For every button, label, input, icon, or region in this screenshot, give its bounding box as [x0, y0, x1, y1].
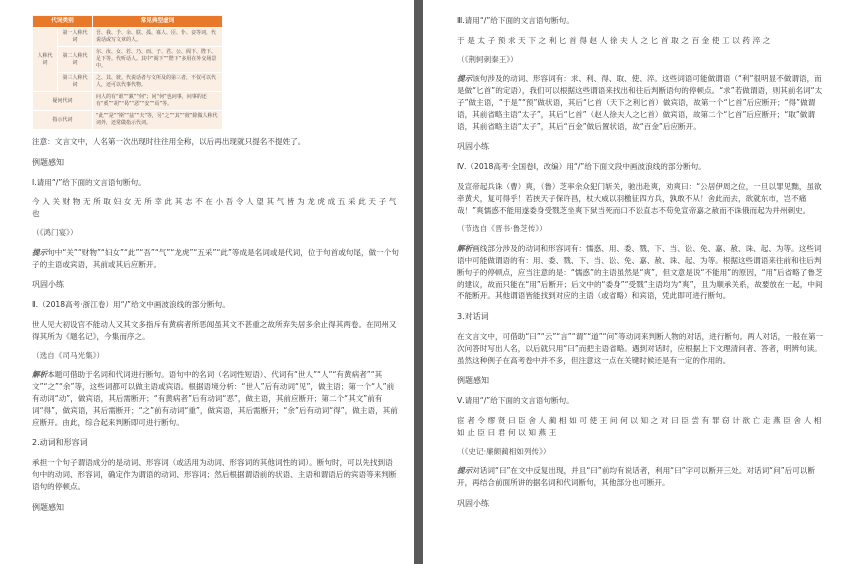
table-cell-subcategory: 第二人称代词: [58, 47, 93, 73]
section-text: 承担一个句子谓语成分的是动词、形容词（或活用为动词、形容词的其他词性的词）。断句时，可以先找到语句中的动词、形容词，确定作为谓语的动词、形容词；然后根据谓语前的状语、主语和谓语后的宾语等来判断语句的停顿点。: [32, 458, 397, 491]
table-cell-subcategory: 第一人称代词: [58, 28, 93, 47]
hint-paragraph: [457, 465, 829, 489]
practice-label: 巩固小练: [457, 142, 489, 152]
right-page: [423, 0, 843, 564]
analysis-text: 本题可借助于名词和代词进行断句。语句中的名词（名词性短语）、代词有“世人”“人”“有黄病者”“其文”“之”“余”等，这些词都可以做主语或宾语。根据语境分析：“世人”后有动词“见”，做主语；第一个“人”前有动词“动”，做宾语，其后需断开；“有黄病者”后有动词“恶”，做主语，其前应断开；第二个“其文”前有词“得”，做宾语，其后需断开；“之”前有动词“重”，做宾语，其后需断开；“余”后有动词“得”，做主语，其前应断开。由此，综合起来判断即可进行断句。: [32, 370, 398, 427]
hint-label: 提示: [32, 247, 48, 257]
table-row: [33, 111, 223, 130]
section-text: 在文言文中，可借助“曰”“云”“言”“谓”“道”“问”等动词来判断人物的对话，进行断句。两人对话，一般在第一次问答时写出人名，以后就只用“曰”而把主语省略。遇到对话时，应根据上下文理清问者、答者，明辨句读。虽然这种例子在高考卷中并不多，但注意这一点在关键时候还是有一定的作用的。: [457, 331, 824, 365]
table-cell-category: 人称代词: [33, 28, 58, 92]
table-header-category: 代词类别: [33, 16, 93, 28]
table-cell-words: “此”“是”“斯”“兹”“夫”等，另“之”“其”“彼”除做人称代词外，还常做指示代词。: [93, 111, 223, 130]
analysis-paragraph: [457, 243, 829, 302]
table-cell-words: 吾、我、予、余、朕、孤、寡人、臣、仆、妾等词，代说话或写文章的人。: [93, 28, 223, 47]
source-citation: （节选自《晋书·鲁芝传》）: [457, 224, 547, 234]
hint-text: 对话词“曰”在文中反复出现，并且“曰”前均有说话者，利用“曰”字可以断开三处。对话词“问”后可以断开，再结合前面所讲的据名词和代词断句，其他部分也可断开。: [457, 466, 815, 488]
source-citation: （《鸿门宴》）: [32, 227, 78, 237]
section-title: 3.对话词: [457, 312, 489, 322]
table-cell-category: 指示代词: [33, 111, 93, 130]
table-row: [33, 47, 223, 73]
analysis-paragraph: [32, 369, 400, 428]
left-page: [0, 0, 414, 564]
example-label: 例题感知: [32, 157, 64, 167]
practice-label: 巩固小练: [32, 280, 64, 290]
page-divider: [414, 0, 423, 564]
hint-text: 句中“关”“财物”“妇女”“此”“吾”“气”“龙虎”“五采”“此”等成是名词或是代词，位于句首或句尾，做一个句子的主语或宾语，其前或其后应断开。: [32, 247, 399, 269]
section-title: 2.动词和形容词: [32, 438, 88, 448]
question-title: Ⅲ.请用“/”给下面的文言语句断句。: [457, 16, 574, 25]
analysis-label: 解析: [457, 244, 473, 254]
hint-paragraph: [457, 73, 829, 132]
analysis-text: 画线部分涉及的动词和形容词有：懦惑、用、委、戮、下、当、讼、免、嘉、赦、诛、起、为等。这些词语中可能做谓语的有：用、委、戮、下、当、讼、免、嘉、赦、诛、起、为等。根据这些谓语来往前和往后判断句子的停顿点，应当注意的是：“懦惑”的主语虽然是“爽”，但文意是说“不能用”的原因，“用”后省略了鲁芝的建议，故而只能在“用”后断开；后文中的“委身”“受戮”主语均为“爽”，且为顺承关系，故要放在一起，中间不能断开。其他谓语皆能找到对应的主语（或省略）和宾语，凭此即可进行断句。: [457, 244, 823, 301]
table-cell-words: 尔、汝、女、若、乃、而、子、君、公、阁下、陛下、足下等。代听话人。其中“阁下”“陛下”多用在外交场景中。: [93, 47, 223, 73]
question-title: Ⅰ.请用“/”给下面的文言语句断句。: [32, 177, 146, 187]
practice-label: 巩固小练: [457, 498, 489, 508]
note-text: 注意：文言文中，人名第一次出现时往往用全称，以后再出现就只提名不提姓了。: [32, 137, 306, 146]
example-label: 例题感知: [457, 376, 489, 386]
pronoun-table: [32, 15, 223, 130]
hint-label: 提示: [457, 74, 473, 84]
question-text: 于是太子预求天下之利匕首得赵人徐夫人之匕首取之百金使工以药淬之: [457, 35, 774, 45]
hint-label: 提示: [457, 466, 473, 476]
question-title: Ⅴ.请用“/”给下面的文言语句断句。: [457, 396, 574, 406]
question-text: 及宣帝起兵诛（曹）爽，（鲁）芝率余众犯门斩关，驰出赴爽，劝爽曰：“公居伊周之位，一旦以罪见黜，虽欲牵黄犬，复可得乎！若挟天子保许昌，杖大威以羽檄征四方兵，孰敢不从！舍此而去，欲就东市，岂不痛哉！”爽懦惑不能用遂委身受戮芝坐爽下狱当死而口不讼直志不苟免宣帝嘉之赦而不诛俄而起为并州刺史。: [457, 181, 822, 215]
table-row: [33, 92, 223, 111]
hint-text: 该句涉及的动词、形容词有：求、利、得、取、使、淬。这些词语可能做谓语（“利”很明显不做谓语，而是做“匕首”的定语），我们可以根据这些谓语来找出和往后判断语句的停顿点。“求”若做谓语，则其前名词“太子”做主语，“于是”“预”做状语，其后“匕首（天下之利匕首）做宾语，故第一个“匕首”后应断开；“得”做谓语，其前省略主语“太子”，其后“匕首”（赵人徐夫人之匕首）做宾语，故第二个“匕首”后应断开；“取”做谓语，其前省略主语“太子”，其后“百金”做后置状语，故“百金”后应断开。: [457, 74, 823, 131]
source-citation: （选自《司马光集》）: [32, 350, 105, 360]
table-row: [33, 73, 223, 92]
table-row: [33, 28, 223, 47]
source-citation: （《荆轲刺秦王》）: [457, 54, 518, 64]
source-citation: （《史记·廉颇蔺相如列传》）: [457, 446, 551, 456]
example-label: 例题感知: [32, 502, 64, 512]
hint-paragraph: [32, 247, 400, 271]
table-cell-words: 问人的有“谁”“孰”“何”；问“何”也问事，问事的还有“奚”“胡”“曷”“恶”“安”“焉”等。: [93, 92, 223, 111]
question-title: Ⅱ.（2018高考·浙江卷）用“/”给文中画波浪线的部分断句。: [32, 300, 230, 310]
table-cell-words: 之、其、彼。代说话者与文所及的第三者，不仅可以代人，还可以代事代物。: [93, 73, 223, 92]
question-text: 宦者令缪贤曰臣舍人蔺相如可使王问何以知之对曰臣尝有罪窃计欲亡走燕臣舍人相如止臣曰君何以知燕王: [457, 415, 824, 437]
analysis-label: 解析: [32, 370, 48, 380]
table-cell-subcategory: 第三人称代词: [58, 73, 93, 92]
table-header-words: 常见典型虚词: [93, 16, 223, 28]
question-text: 今入关财物无所取妇女无所幸此其志不在小吾令人望其气皆为龙虎成五采此天子气也: [32, 197, 399, 219]
question-text: 世人见大初设官不能动人又其文多指斥有黄病者所恶闻虽其文不甚重之故所弃失居多余止得其两卷。在同州又得其所为《题名记》，今集而序之。: [32, 319, 397, 341]
question-title: Ⅳ.（2018高考·全国卷Ⅰ，改编）用“/”给下面文段中画波浪线的部分断句。: [457, 162, 706, 172]
table-cell-category: 疑问代词: [33, 92, 93, 111]
